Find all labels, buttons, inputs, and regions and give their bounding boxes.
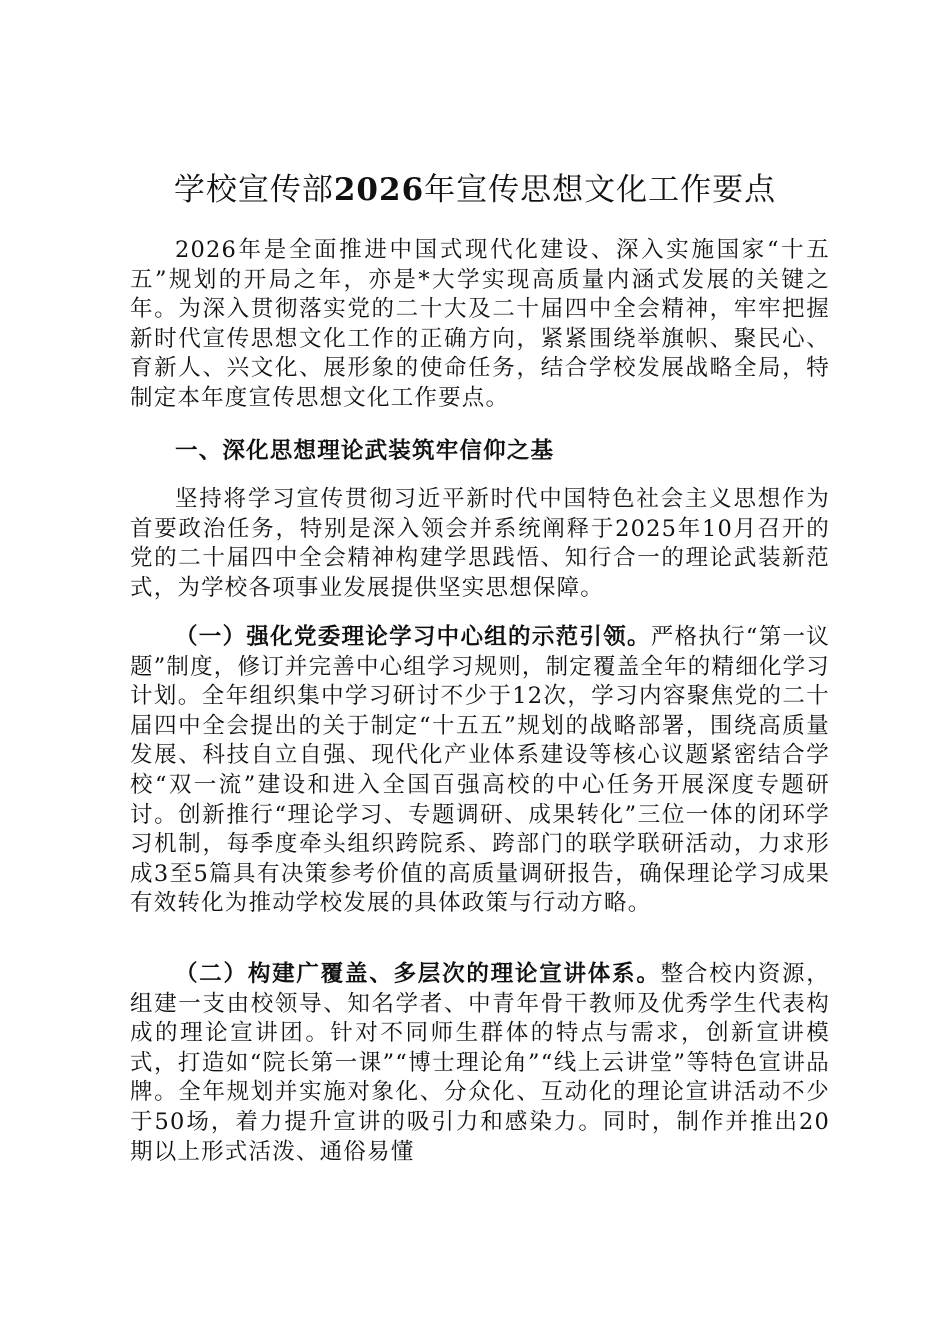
title-suffix: 年宣传思想文化工作要点: [424, 172, 777, 208]
item-1-body: 严格执行“第一议题”制度，修订并完善中心组学习规则，制定覆盖全年的精细化学习计划。全年组织集中学习研讨不少于12次，学习内容聚焦党的二十届四中全会提出的关于制定“十五五”规划的战略部署，围绕高质量发展、科技自立自强、现代化产业体系建设等核心议题紧密结合学校“双一流”建设和进入全国百强高校的中心任务开展深度专题研讨。创新推行“理论学习、专题调研、成果转化”三位一体的闭环学习机制，每季度牵头组织跨院系、跨部门的联学联研活动，力求形成3至5篇具有决策参考价值的高质量调研报告，确保理论学习成果有效转化为推动学校发展的具体政策与行动方略。: [130, 624, 831, 917]
section-1-paragraph: 坚持将学习宣传贯彻习近平新时代中国特色社会主义思想作为首要政治任务，特别是深入领会并系统阐释于2025年10月召开的党的二十届四中全会精神构建学思践悟、知行合一的理论武装新范式，为学校各项事业发展提供坚实思想保障。: [130, 486, 830, 601]
intro-paragraph: 2026年是全面推进中国式现代化建设、深入实施国家“十五五”规划的开局之年，亦是*大学实现高质量内涵式发展的关键之年。为深入贯彻落实党的二十大及二十届四中全会精神，牢牢把握新时代宣传思想文化工作的正确方向，紧紧围绕举旗帜、聚民心、育新人、兴文化、展形象的使命任务，结合学校发展战略全局，特制定本年度宣传思想文化工作要点。: [130, 237, 830, 411]
section-heading-1: 一、深化思想理论武装筑牢信仰之基: [175, 438, 555, 464]
title-prefix: 学校宣传部: [173, 172, 334, 208]
item-2-body: 整合校内资源，组建一支由校领导、知名学者、中青年骨干教师及优秀学生代表构成的理论宣讲团。针对不同师生群体的特点与需求，创新宣讲模式，打造如“院长第一课”“博士理论角”“线上云讲堂”等特色宣讲品牌。全年规划并实施对象化、分众化、互动化的理论宣讲活动不少于50场，着力提升宣讲的吸引力和感染力。同时，制作并推出20期以上形式活泼、通俗易懂: [130, 961, 830, 1165]
title-year: 2026: [333, 172, 425, 208]
item-2-paragraph: [130, 960, 830, 1167]
item-2-lead: （二）构建广覆盖、多层次的理论宣讲体系。: [175, 961, 661, 987]
document-title: [0, 168, 950, 212]
item-1-lead: （一）强化党委理论学习中心组的示范引领。: [175, 624, 651, 650]
item-1-paragraph: [130, 623, 830, 919]
